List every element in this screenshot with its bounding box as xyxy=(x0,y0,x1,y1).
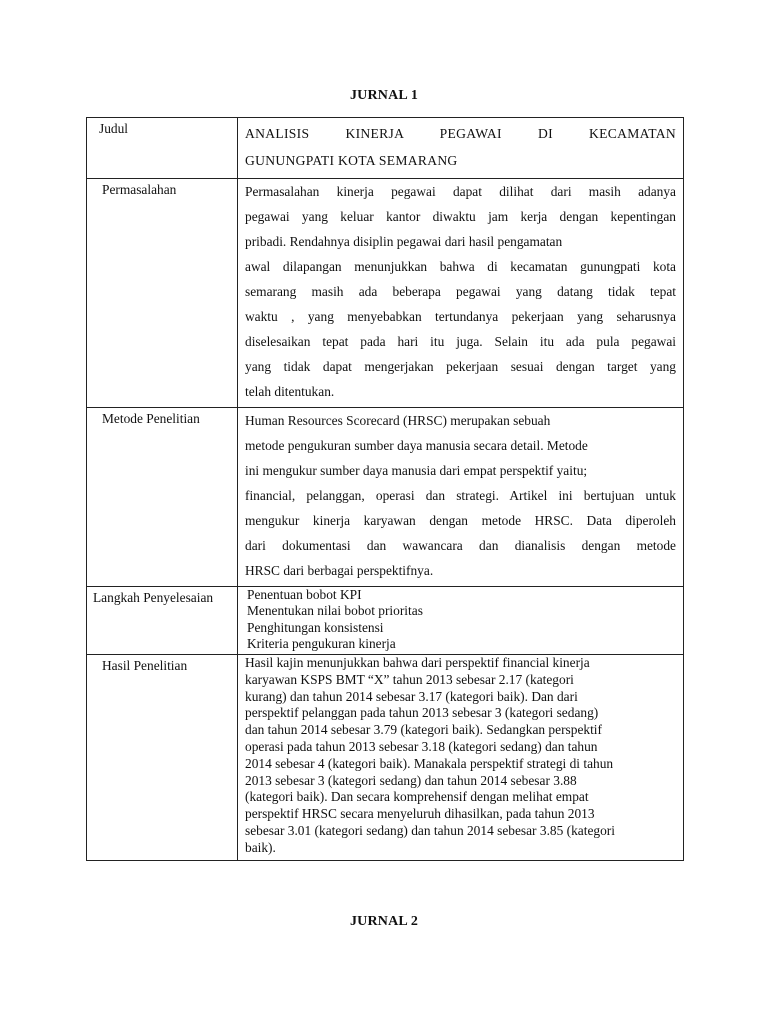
text-line: 2014 sebesar 4 (kategori baik). Manakala perspektif strategi di tahun xyxy=(245,755,614,771)
metode-text xyxy=(238,408,683,586)
text-line: 2013 sebesar 3 (kategori sedang) dan tahun 2014 sebesar 3.88 xyxy=(245,772,577,788)
text-line: ini mengukur sumber daya manusia dari empat perspektif yaitu; xyxy=(245,463,588,478)
row-label: Judul xyxy=(99,121,129,136)
text-line: HRSC dari berbagai perspektifnya. xyxy=(245,563,434,578)
step-item: Penghitungan konsistensi xyxy=(247,619,384,635)
text-line: perspektif pelanggan pada tahun 2013 sebesar 3 (kategori sedang) xyxy=(245,705,599,721)
value-cell-langkah xyxy=(238,587,684,655)
label-cell-judul xyxy=(87,118,238,179)
title-line: GUNUNGPATI KOTA SEMARANG xyxy=(245,153,458,168)
hasil-text xyxy=(238,655,683,860)
permasalahan-text xyxy=(238,179,683,407)
row-langkah xyxy=(87,587,684,655)
step-item: Penentuan bobot KPI xyxy=(247,587,362,602)
step-item: Menentukan nilai bobot prioritas xyxy=(247,603,423,619)
value-cell-permasalahan xyxy=(238,179,684,408)
text-line: Human Resources Scorecard (HRSC) merupakan sebuah xyxy=(245,413,551,428)
row-label: Metode Penelitian xyxy=(102,411,200,426)
text-line: pegawai yang keluar kantor diwaktu jam kerja dengan kepentingan xyxy=(245,209,676,224)
text-line: awal dilapangan menunjukkan bahwa di kecamatan gunungpati kota xyxy=(245,259,676,274)
text-line: karyawan KSPS BMT “X” tahun 2013 sebesar 2.17 (kategori xyxy=(245,671,574,687)
label-cell-permasalahan xyxy=(87,179,238,408)
label-cell-metode xyxy=(87,408,238,587)
text-line: telah ditentukan. xyxy=(245,384,335,399)
jurnal-1-heading: JURNAL 1 xyxy=(349,88,419,103)
text-line: baik). xyxy=(245,839,276,855)
text-line: (kategori baik). Dan secara komprehensif dengan melihat empat xyxy=(245,789,589,805)
text-line: dari dokumentasi dan wawancara dan dianalisis dengan metode xyxy=(245,538,676,553)
row-permasalahan xyxy=(87,179,684,408)
value-cell-judul xyxy=(238,118,684,179)
langkah-steps xyxy=(238,587,683,653)
row-metode xyxy=(87,408,684,587)
row-label: Hasil Penelitian xyxy=(102,658,188,673)
text-line: metode pengukuran sumber daya manusia secara detail. Metode xyxy=(245,438,588,453)
text-line: yang tidak dapat mengerjakan pekerjaan sesuai dengan target yang xyxy=(245,359,676,374)
text-line: mengukur kinerja karyawan dengan metode HRSC. Data diperoleh xyxy=(245,513,676,528)
row-judul xyxy=(87,118,684,179)
jurnal-2-heading: JURNAL 2 xyxy=(349,914,419,929)
text-line: waktu , yang menyebabkan tertundanya pekerjaan yang seharusnya xyxy=(245,309,676,324)
text-line: pribadi. Rendahnya disiplin pegawai dari hasil pengamatan xyxy=(245,234,563,249)
step-item: Kriteria pengukuran kinerja xyxy=(247,636,396,652)
row-label: Langkah Penyelesaian xyxy=(93,590,214,605)
jurnal-1-table xyxy=(86,117,684,861)
text-line: operasi pada tahun 2013 sebesar 3.18 (kategori sedang) dan tahun xyxy=(245,738,598,754)
text-line: kurang) dan tahun 2014 sebesar 3.17 (kategori baik). Dan dari xyxy=(245,688,578,704)
text-line: diselesaikan tepat pada hari itu juga. Selain itu ada pula pegawai xyxy=(245,334,676,349)
value-cell-metode xyxy=(238,408,684,587)
text-line: Hasil kajin menunjukkan bahwa dari perspektif financial kinerja xyxy=(245,655,590,670)
text-line: Permasalahan kinerja pegawai dapat dilihat dari masih adanya xyxy=(245,184,676,199)
label-cell-langkah xyxy=(87,587,238,655)
text-line: dan tahun 2014 sebesar 3.79 (kategori baik). Sedangkan perspektif xyxy=(245,722,602,738)
row-label: Permasalahan xyxy=(102,182,177,197)
text-line: perspektif HRSC secara menyeluruh dihasilkan, pada tahun 2013 xyxy=(245,806,595,822)
title-line: ANALISIS KINERJA PEGAWAI DI KECAMATAN xyxy=(245,126,676,141)
title-text xyxy=(238,118,683,178)
row-hasil xyxy=(87,655,684,861)
label-cell-hasil xyxy=(87,655,238,861)
text-line: sebesar 3.01 (kategori sedang) dan tahun 2014 sebesar 3.85 (kategori xyxy=(245,822,615,838)
text-line: semarang masih ada beberapa pegawai yang datang tidak tepat xyxy=(245,284,676,299)
text-line: financial, pelanggan, operasi dan strategi. Artikel ini bertujuan untuk xyxy=(245,488,676,503)
value-cell-hasil xyxy=(238,655,684,861)
